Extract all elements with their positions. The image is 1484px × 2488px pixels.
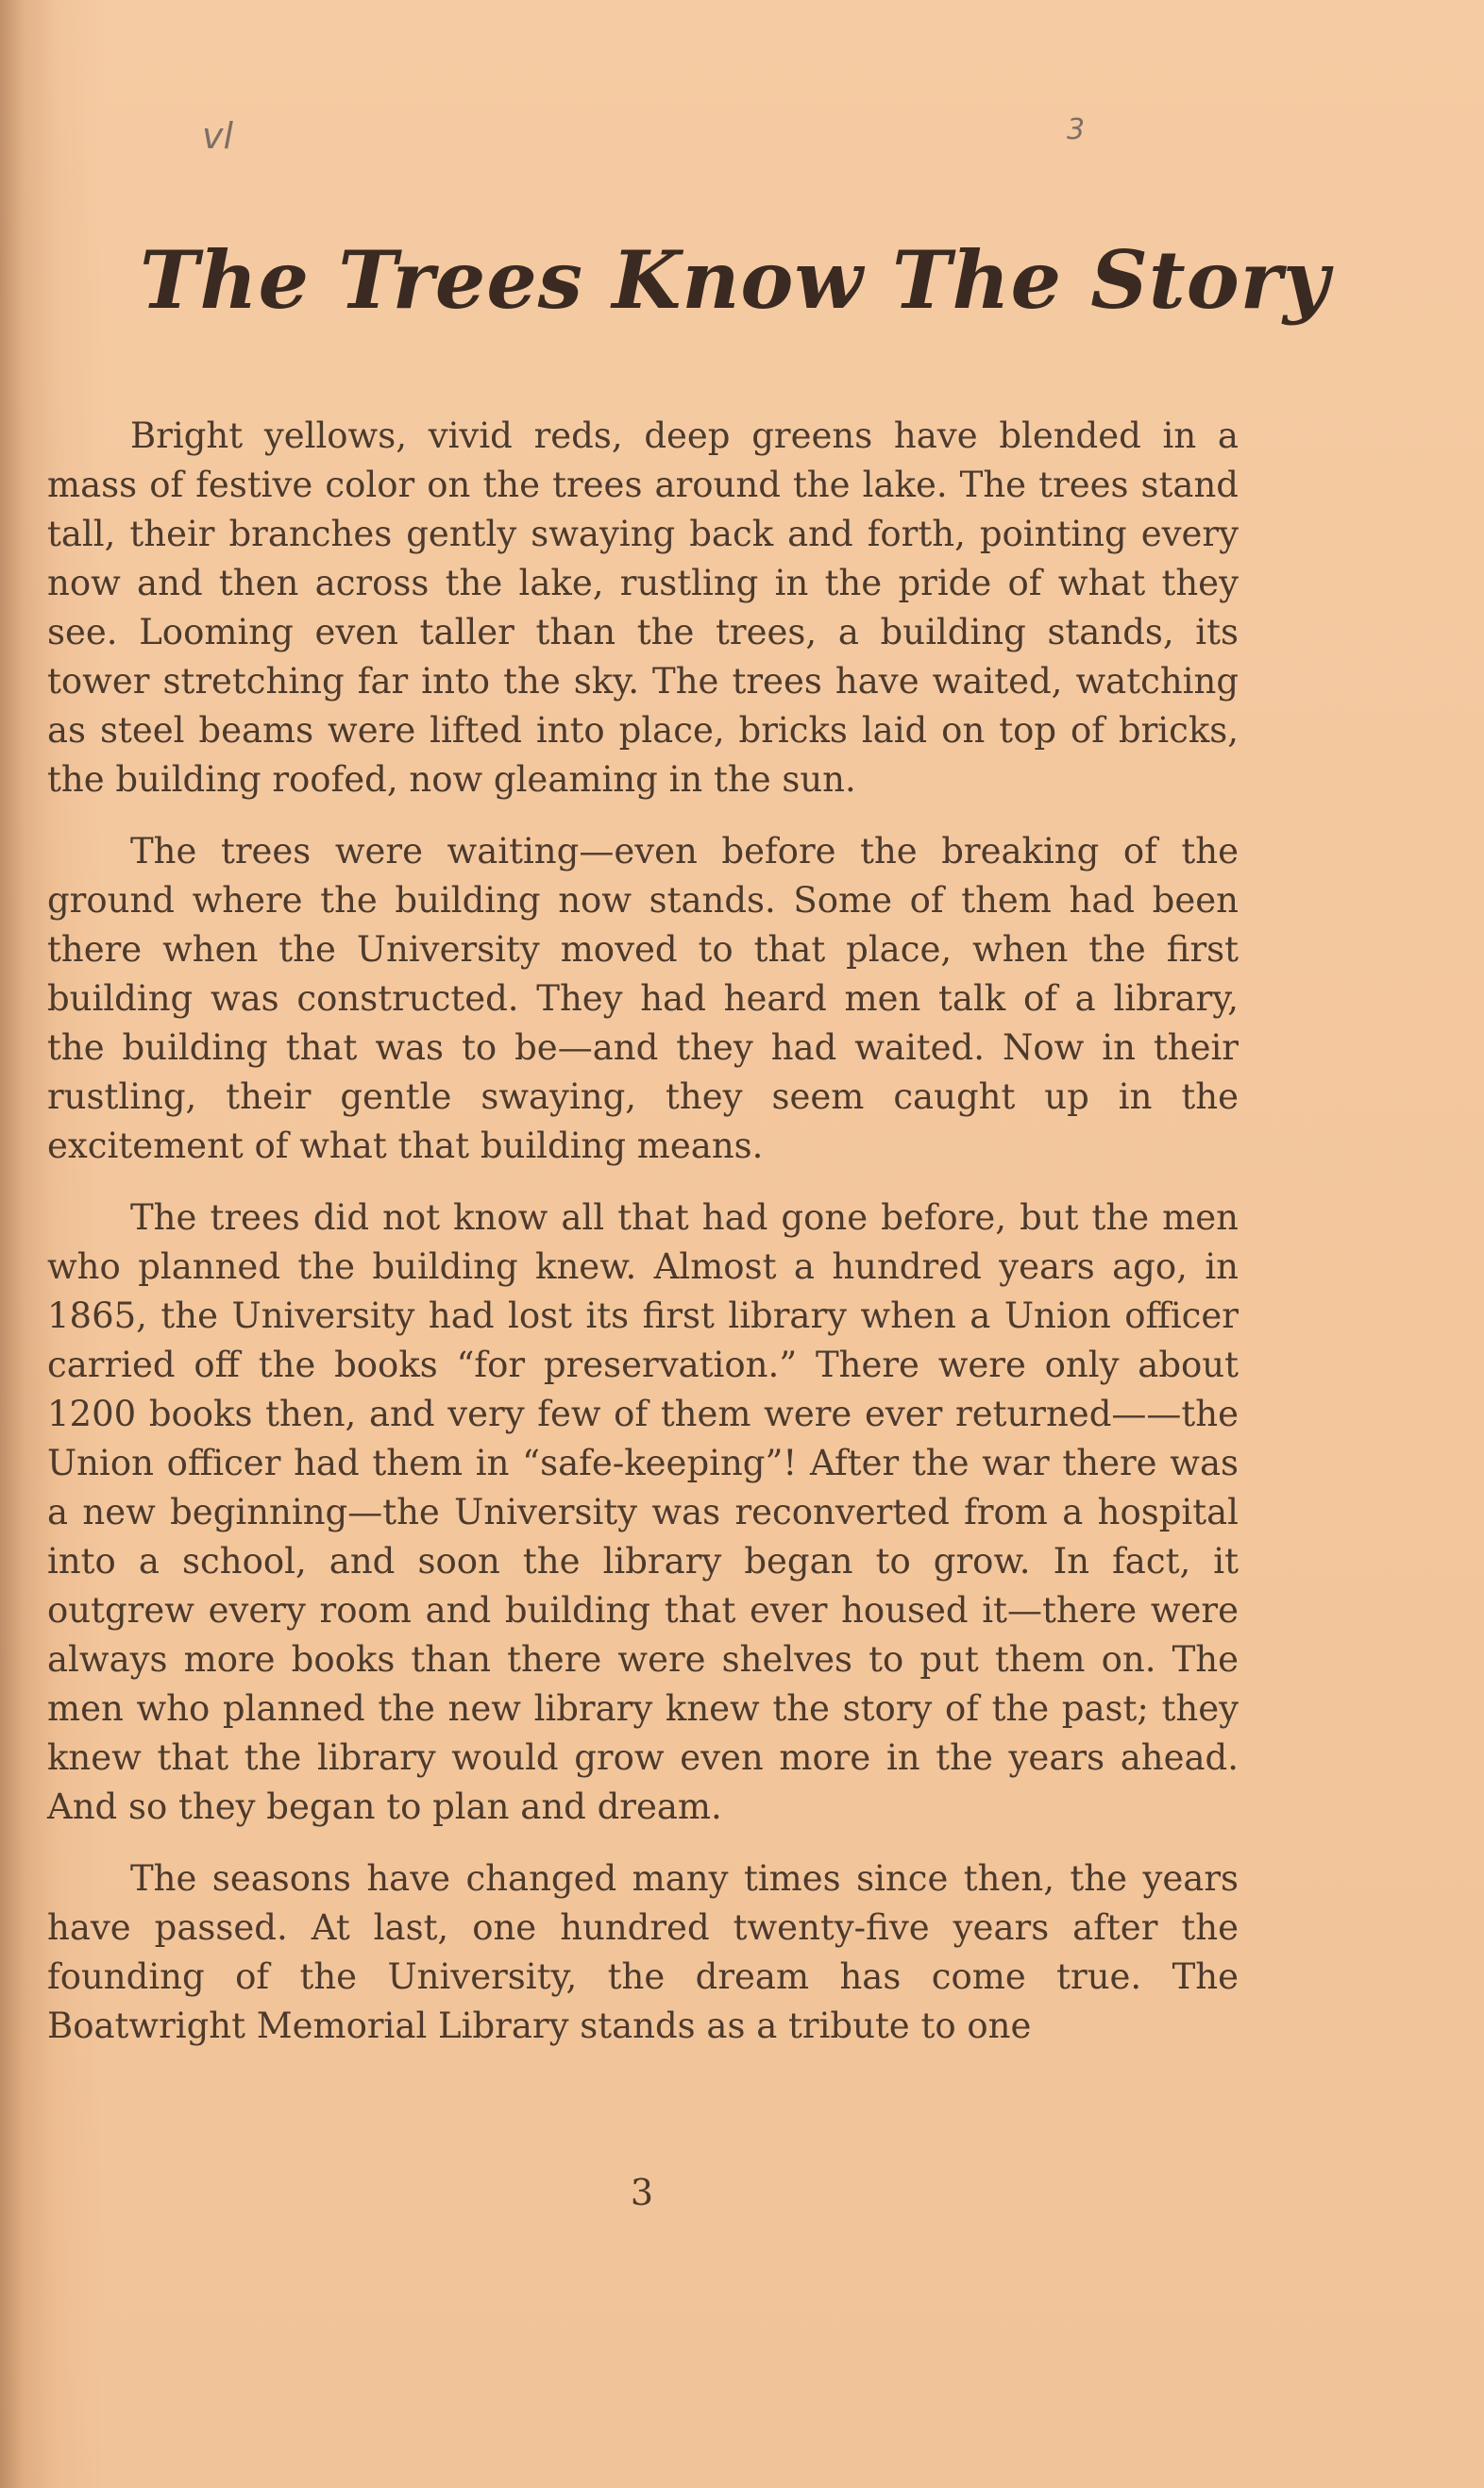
paragraph-3: The trees did not know all that had gone before, but the men who planned the building knew. Almost a hundred years ago, in 1865, the University had lost its first library when a Union officer carried off the books “for preservation.” There were only about 1200 books then, and very few of them were ever returned——the Union officer had them in “safe-keeping”! After the war there was a new beginning—the University was reconverted from a hospital into a school, and soon the library began to grow. In fact, it outgrew every room and building that ever housed it—there were always more books than there were shelves to put them on. The men who planned the new library knew the story of the past; they knew that the library would grow even more in the years ahead. And so they began to plan and dream. xyxy=(47,1197,1239,1827)
paragraph-4: The seasons have changed many times since then, the years have passed. At last, one hundred twenty-five years after the founding of the University, the dream has come true. The Boatwright Memorial Library stands as a tribute to one xyxy=(47,1858,1239,2046)
pencil-annotation-right: 3 xyxy=(1067,113,1086,146)
body-text xyxy=(47,412,1239,2073)
paragraph-1: Bright yellows, vivid reds, deep greens have blended in a mass of festive color on the trees around the lake. The trees stand tall, their branches gently swaying back and forth, pointing every now and then across the lake, rustling in the pride of what they see. Looming even taller than the trees, a building stands, its tower stretching far into the sky. The trees have waited, watching as steel beams were lifted into place, bricks laid on top of bricks, the building roofed, now gleaming in the sun. xyxy=(47,415,1239,800)
page-title: The Trees Know The Story xyxy=(140,233,1330,327)
pencil-annotation-left: vl xyxy=(202,115,234,157)
paragraph-2: The trees were waiting—even before the breaking of the ground where the building now stands. Some of them had been there when the University moved to that place, when the first building was constructed. They had heard men talk of a library, the building that was to be—and they had waited. Now in their rustling, their gentle swaying, they seem caught up in the excitement of what that building means. xyxy=(47,831,1239,1166)
page-number: 3 xyxy=(630,2172,654,2213)
